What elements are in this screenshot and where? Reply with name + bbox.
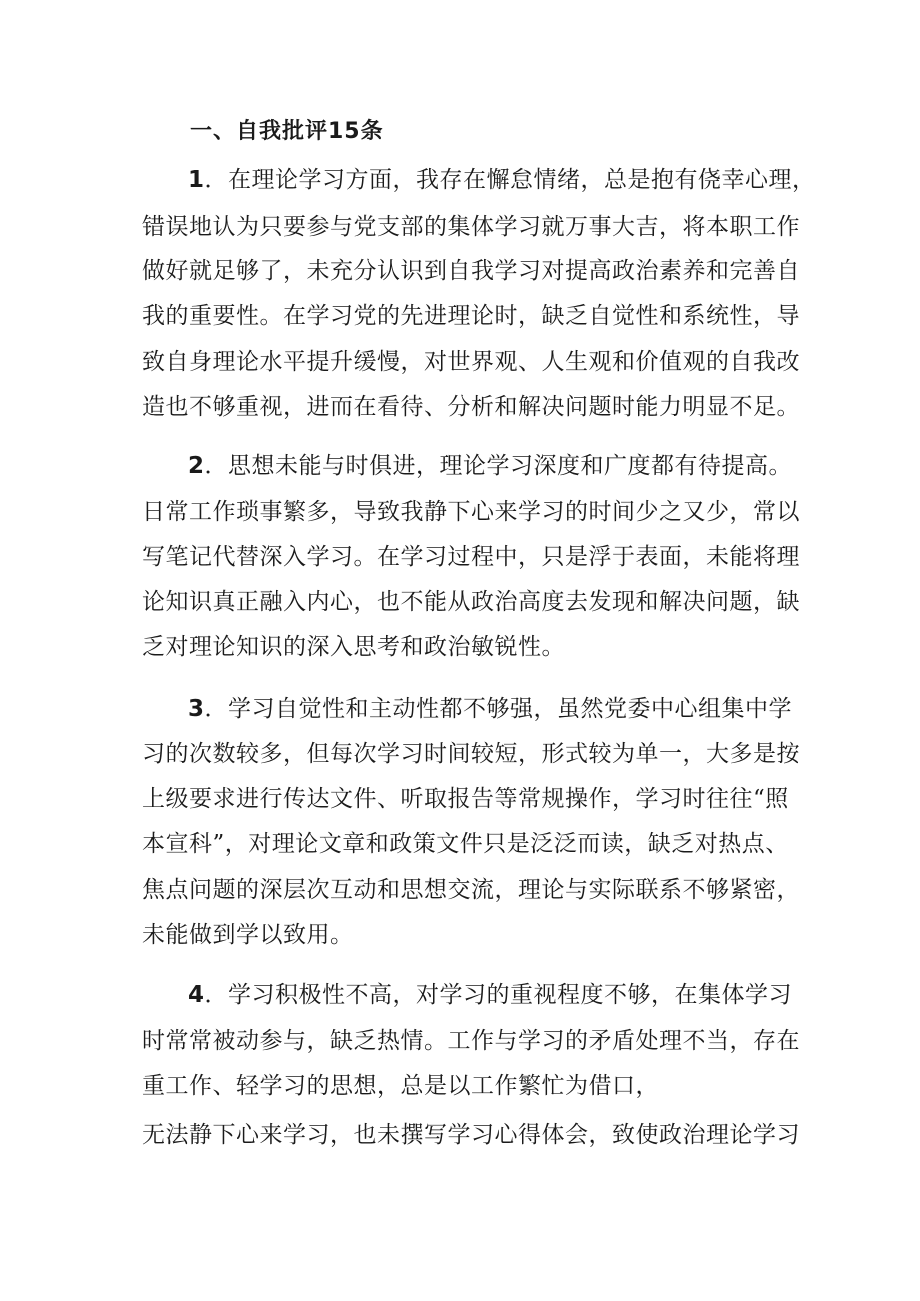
paragraph-line: 做好就足够了，未充分认识到自我学习对提高政治素养和完善自 [142, 258, 800, 284]
paragraph-line: 写笔记代替深入学习。在学习过程中，只是浮于表面，未能将理 [142, 544, 800, 570]
paragraph-line: 上级要求进行传达文件、听取报告等常规操作，学习时往往“照 [142, 786, 789, 812]
item-number: 2 [188, 453, 205, 479]
paragraph-line: 未能做到学以致用。 [142, 922, 354, 948]
paragraph-line: 3．学习自觉性和主动性都不够强，虽然党委中心组集中学 [188, 696, 793, 722]
paragraph-line: 造也不够重视，进而在看待、分析和解决问题时能力明显不足。 [142, 394, 800, 420]
paragraph-line: 乏对理论知识的深入思考和政治敏锐性。 [142, 634, 565, 660]
paragraph-line: 日常工作琐事繁多，导致我静下心来学习的时间少之又少，常以 [142, 499, 800, 525]
paragraph-line: 我的重要性。在学习党的先进理论时，缺乏自觉性和系统性，导 [142, 303, 800, 329]
paragraph-line: 重工作、轻学习的思想，总是以工作繁忙为借口， [142, 1073, 659, 1099]
paragraph-line: 无法静下心来学习，也未撰写学习心得体会，致使政治理论学习 [142, 1122, 800, 1148]
paragraph-line: 习的次数较多，但每次学习时间较短，形式较为单一，大多是按 [142, 741, 800, 767]
item-number: 1 [188, 167, 205, 193]
paragraph-line: 4．学习积极性不高，对学习的重视程度不够，在集体学习 [188, 982, 793, 1008]
paragraph-line: 致自身理论水平提升缓慢，对世界观、人生观和价值观的自我改 [142, 349, 800, 375]
paragraph-line: 焦点问题的深层次互动和思想交流，理论与实际联系不够紧密， [142, 877, 800, 903]
paragraph-line: 时常常被动参与，缺乏热情。工作与学习的矛盾处理不当，存在 [142, 1028, 800, 1054]
paragraph-line: 2．思想未能与时俱进，理论学习深度和广度都有待提高。 [188, 453, 793, 479]
paragraph-line: 论知识真正融入内心，也不能从政治高度去发现和解决问题，缺 [142, 589, 800, 615]
paragraph-line: 本宣科”，对理论文章和政策文件只是泛泛而读，缺乏对热点、 [142, 831, 789, 857]
item-number: 3 [188, 696, 205, 722]
item-number: 4 [188, 982, 205, 1008]
paragraph-line: 错误地认为只要参与党支部的集体学习就万事大吉，将本职工作 [142, 214, 800, 240]
paragraph-line: 1．在理论学习方面，我存在懈怠情绪，总是抱有侥幸心理， [188, 167, 816, 193]
section-heading: 一、自我批评15条 [190, 119, 384, 144]
